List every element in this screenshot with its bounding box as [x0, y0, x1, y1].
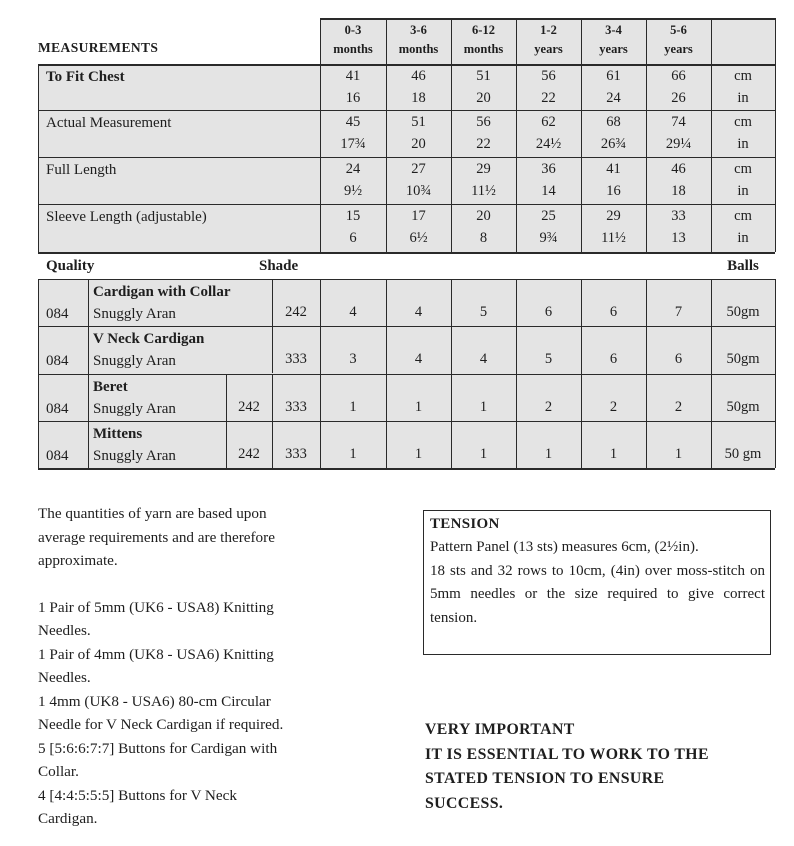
yarn-name: Snuggly Aran [93, 448, 176, 464]
size-header-age: 3-4 [605, 23, 622, 37]
measurement-in-value: 16 [606, 183, 621, 199]
size-header-unit: months [463, 42, 504, 56]
measurement-in-value: 13 [671, 230, 686, 246]
measurement-cm-value: 46 [671, 161, 686, 177]
ball-count: 1 [349, 446, 357, 462]
important-line: VERY IMPORTANT [425, 721, 575, 738]
table-rule [38, 374, 775, 375]
ball-weight: 50gm [726, 399, 760, 415]
table-rule [38, 468, 775, 470]
intro-line: The quantities of yarn are based upon [38, 505, 267, 522]
important-line: STATED TENSION TO ENSURE [425, 770, 665, 787]
table-rule [38, 64, 39, 252]
unit-in: in [737, 230, 749, 246]
measurement-cm-value: 51 [411, 114, 426, 130]
materials-line: 1 Pair of 4mm (UK8 - USA6) Knitting [38, 645, 274, 663]
materials-line: 5 [5:6:6:7:7] Buttons for Cardigan with [38, 739, 278, 757]
shade-code-b: 333 [285, 446, 307, 462]
measurement-label: Sleeve Length (adjustable) [46, 209, 207, 225]
quality-code: 084 [46, 353, 69, 369]
ball-count: 6 [674, 351, 683, 367]
measurement-label: To Fit Chest [46, 69, 125, 85]
garment-name: Mittens [93, 426, 143, 442]
unit-cm: cm [734, 68, 752, 84]
important-line: SUCCESS. [425, 794, 504, 812]
materials-line: 1 Pair of 5mm (UK6 - USA8) Knitting [38, 598, 274, 616]
measurements-heading: MEASUREMENTS [38, 40, 159, 55]
measurement-cm-value: 62 [541, 114, 556, 130]
measurement-cm-value: 17 [411, 208, 426, 224]
unit-in: in [737, 136, 749, 152]
tension-box [423, 510, 771, 655]
unit-cm: cm [734, 161, 752, 177]
materials-line: Needles. [38, 669, 91, 686]
ball-count: 6 [609, 304, 618, 320]
size-header-unit: years [534, 42, 563, 56]
measurement-cm-value: 25 [541, 208, 556, 224]
ball-count: 5 [544, 351, 553, 367]
size-header-unit: months [398, 42, 439, 56]
ball-count: 5 [479, 304, 488, 320]
ball-count: 3 [349, 351, 357, 367]
ball-count: 2 [674, 399, 683, 415]
ball-weight: 50gm [726, 351, 760, 367]
tension-stitch-text: 18 sts and 32 rows to 10cm, (4in) over moss-stitch on 5mm needles or the size required to give correct tension. [430, 562, 765, 626]
materials-line: Needle for V Neck Cardigan if required. [38, 716, 284, 733]
quality-code: 084 [46, 448, 69, 464]
measurement-cm-value: 33 [671, 208, 686, 224]
measurement-in-value: 11½ [601, 230, 626, 246]
ball-count: 1 [479, 446, 488, 462]
measurement-cm-value: 36 [541, 161, 556, 177]
measurement-cm-value: 29 [476, 161, 491, 177]
measurement-cm-value: 24 [345, 161, 361, 177]
measurement-in-value: 8 [479, 230, 488, 246]
ball-weight: 50gm [726, 304, 760, 320]
measurement-in-value: 20 [476, 90, 491, 106]
measurement-cm-value: 68 [606, 114, 621, 130]
unit-in: in [737, 90, 749, 106]
materials-line: Collar. [38, 763, 79, 780]
ball-count: 2 [609, 399, 618, 415]
measurement-in-value: 14 [541, 183, 556, 199]
measurement-in-value: 18 [411, 90, 426, 106]
table-rule [88, 279, 89, 468]
size-header-age: 3-6 [410, 23, 427, 37]
measurement-cm-value: 27 [411, 161, 426, 177]
ball-count: 2 [544, 399, 553, 415]
measurement-in-value: 16 [345, 90, 361, 106]
ball-count: 4 [414, 304, 423, 320]
measurement-cm-value: 66 [671, 68, 686, 84]
measurement-label: Actual Measurement [46, 115, 172, 131]
measurement-in-value: 11½ [471, 183, 496, 199]
measurement-in-value: 9½ [343, 183, 363, 199]
quality-header: Quality [46, 258, 95, 274]
intro-line: average requirements and are therefore [38, 528, 275, 546]
quality-code: 084 [46, 306, 69, 322]
measurement-in-value: 10¾ [405, 183, 432, 199]
table-rule [775, 279, 776, 468]
table-rule [320, 18, 775, 20]
ball-count: 4 [349, 304, 357, 320]
ball-count: 6 [609, 351, 618, 367]
measurement-in-value: 20 [411, 136, 426, 152]
quality-code: 084 [46, 401, 69, 417]
shade-code-b: 333 [285, 399, 307, 415]
size-header-age: 1-2 [540, 23, 557, 37]
unit-cm: cm [734, 114, 752, 130]
measurement-cm-value: 41 [606, 161, 621, 177]
unit-in: in [737, 183, 749, 199]
ball-count: 4 [479, 351, 488, 367]
shade-code-b: 242 [285, 304, 307, 320]
size-header-unit: years [664, 42, 693, 56]
ball-weight: 50 gm [724, 446, 762, 462]
measurement-in-value: 18 [671, 183, 686, 199]
shade-code-b: 333 [285, 351, 307, 367]
yarn-notes [38, 502, 378, 831]
size-header-unit: years [599, 42, 628, 56]
size-header-age: 5-6 [670, 23, 687, 37]
tension-title: TENSION [430, 516, 500, 532]
materials-line: 1 4mm (UK8 - USA6) 80-cm Circular [38, 692, 271, 710]
ball-count: 1 [349, 399, 357, 415]
measurement-cm-value: 29 [606, 208, 621, 224]
tension-panel-text: Pattern Panel (13 sts) measures 6cm, (2½in). [430, 539, 699, 555]
ball-count: 4 [414, 351, 423, 367]
measurement-in-value: 6 [349, 230, 357, 246]
table-rule [38, 421, 775, 422]
measurement-cm-value: 41 [345, 68, 361, 84]
table-rule [38, 279, 775, 280]
table-rule [38, 252, 775, 254]
ball-count: 1 [674, 446, 683, 462]
garment-name: Cardigan with Collar [93, 284, 231, 300]
measurement-cm-value: 20 [476, 208, 491, 224]
measurement-cm-value: 45 [345, 114, 361, 130]
table-rule [38, 326, 775, 327]
shade-code-a: 242 [238, 399, 260, 415]
measurement-in-value: 22 [541, 90, 556, 106]
measurement-in-value: 9¾ [539, 230, 558, 246]
measurement-cm-value: 61 [606, 68, 621, 84]
shade-header: Shade [259, 258, 299, 274]
balls-header: Balls [727, 258, 759, 274]
ball-count: 7 [674, 304, 683, 320]
materials-line: Needles. [38, 622, 91, 639]
measurement-in-value: 22 [476, 136, 491, 152]
size-header-age: 6-12 [472, 23, 495, 37]
size-header-unit: months [333, 42, 373, 56]
measurement-cm-value: 56 [476, 114, 491, 130]
spacer [38, 573, 378, 596]
measurement-in-value: 24½ [535, 136, 562, 152]
measurement-in-value: 17¾ [340, 136, 366, 152]
ball-count: 1 [544, 446, 553, 462]
table-rule [775, 18, 776, 252]
ball-count: 1 [609, 446, 618, 462]
measurement-in-value: 26 [671, 90, 686, 106]
ball-count: 1 [479, 399, 488, 415]
measurement-in-value: 26¾ [600, 136, 627, 152]
garment-name: Beret [93, 379, 128, 395]
yarn-name: Snuggly Aran [93, 306, 176, 322]
yarn-name: Snuggly Aran [93, 401, 176, 417]
ball-count: 1 [414, 399, 423, 415]
measurement-cm-value: 15 [345, 208, 361, 224]
garment-name: V Neck Cardigan [93, 331, 205, 347]
measurement-in-value: 29¼ [665, 136, 692, 152]
ball-count: 1 [414, 446, 423, 462]
important-line: IT IS ESSENTIAL TO WORK TO THE [425, 745, 709, 763]
measurement-cm-value: 74 [671, 114, 686, 130]
yarn-name: Snuggly Aran [93, 353, 176, 369]
measurement-cm-value: 56 [541, 68, 556, 84]
important-notice [425, 718, 785, 816]
materials-line: 4 [4:4:5:5:5] Buttons for V Neck [38, 786, 237, 804]
size-header-age: 0-3 [344, 23, 362, 37]
measurement-in-value: 6½ [409, 230, 428, 246]
unit-cm: cm [734, 208, 752, 224]
measurement-in-value: 24 [606, 90, 621, 106]
materials-line: Cardigan. [38, 810, 98, 827]
shade-code-a: 242 [238, 446, 260, 462]
ball-count: 6 [544, 304, 553, 320]
measurement-label: Full Length [46, 162, 117, 178]
intro-line: approximate. [38, 552, 118, 569]
measurement-cm-value: 46 [411, 68, 426, 84]
table-rule [38, 279, 39, 468]
measurement-cm-value: 51 [476, 68, 491, 84]
